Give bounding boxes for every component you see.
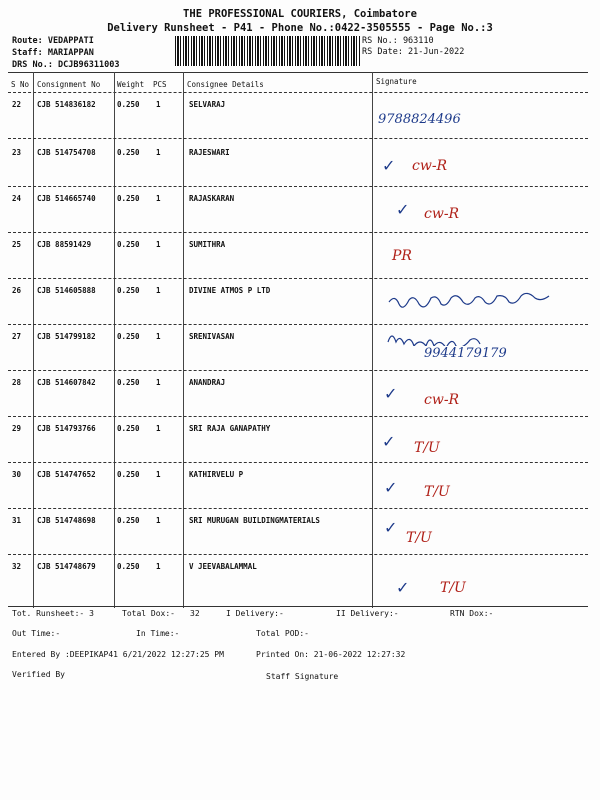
row-consignee: V JEEVABALAMMAL [189,562,257,571]
i-delivery: I Delivery:- [226,609,284,618]
row-sno: 26 [12,286,22,295]
row-divider [8,324,588,325]
total-dox-value: 32 [190,609,200,618]
row-signature: T/U [440,580,466,596]
row-divider [8,138,588,139]
tick-mark-icon: ✓ [384,518,398,537]
row-consignee: ANANDRAJ [189,378,226,387]
row-sno: 29 [12,424,22,433]
row-divider [8,186,588,187]
column-header-signature: Signature [376,77,417,86]
row-weight: 0.250 [117,286,140,295]
column-header-weight: Weight [117,80,145,89]
row-consignee: DIVINE ATMOS P LTD [189,286,271,295]
row-consignee: RAJASKARAN [189,194,235,203]
row-consignment: CJB 514793766 [37,424,96,433]
tick-mark-icon: ✓ [396,200,410,219]
total-pod: Total POD:- [256,629,309,638]
barcode [175,36,360,66]
row-consignment: CJB 514836182 [37,100,96,109]
table-header-divider [8,92,588,93]
row-sno: 28 [12,378,22,387]
row-pcs: 1 [156,562,161,571]
row-weight: 0.250 [117,378,140,387]
row-consignee: SRI MURUGAN BUILDINGMATERIALS [189,516,320,525]
tick-mark-icon: ✓ [396,578,410,597]
row-consignee: SRI RAJA GANAPATHY [189,424,271,433]
staff-signature-label: Staff Signature [266,672,339,681]
row-signature: PR [392,248,412,264]
row-divider [8,232,588,233]
column-divider [114,72,115,608]
tot-runsheet: Tot. Runsheet:- 3 [12,609,94,618]
handwritten-signature [386,290,576,312]
row-consignment: CJB 514748698 [37,516,96,525]
printed-on: Printed On: 21-06-2022 12:27:32 [256,650,406,659]
column-header-consignment: Consignment No [37,80,101,89]
column-divider [33,72,34,608]
row-consignee: SRENIVASAN [189,332,235,341]
row-pcs: 1 [156,148,161,157]
table-top-border [8,72,588,73]
row-weight: 0.250 [117,240,140,249]
drs-number: DRS No.: DCJB96311003 [12,60,120,70]
row-sno: 24 [12,194,22,203]
row-sno: 25 [12,240,22,249]
row-pcs: 1 [156,100,161,109]
row-weight: 0.250 [117,100,140,109]
row-divider [8,370,588,371]
total-dox-label: Total Dox:- [122,609,175,618]
runsheet-title: Delivery Runsheet - P41 - Phone No.:0422-3505555 - Page No.:3 [107,22,493,34]
verified-by: Verified By [12,670,65,679]
row-signature: T/U [406,530,432,546]
out-time: Out Time:- [12,629,61,638]
row-signature: 9944179179 [424,346,507,361]
row-sno: 23 [12,148,22,157]
row-pcs: 1 [156,470,161,479]
row-signature: T/U [414,440,440,456]
tick-mark-icon: ✓ [382,432,396,451]
row-consignment: CJB 514607842 [37,378,96,387]
row-divider [8,554,588,555]
row-consignment: CJB 514748679 [37,562,96,571]
row-weight: 0.250 [117,516,140,525]
row-weight: 0.250 [117,424,140,433]
column-divider [372,72,373,608]
row-signature: 9788824496 [378,112,461,127]
row-pcs: 1 [156,286,161,295]
row-weight: 0.250 [117,562,140,571]
row-consignment: CJB 514747652 [37,470,96,479]
column-header-sno: S No [11,80,30,89]
row-consignee: SELVARAJ [189,100,226,109]
tick-mark-icon: ✓ [384,384,398,403]
in-time: In Time:- [136,629,180,638]
table-bottom-border [8,606,588,607]
route-label: Route: VEDAPPATI [12,36,94,46]
row-divider [8,416,588,417]
row-signature: cw-R [424,206,460,222]
row-weight: 0.250 [117,470,140,479]
row-pcs: 1 [156,240,161,249]
row-sno: 22 [12,100,22,109]
row-signature: T/U [424,484,450,500]
row-weight: 0.250 [117,194,140,203]
row-sno: 27 [12,332,22,341]
company-title: THE PROFESSIONAL COURIERS, Coimbatore [183,8,417,20]
tick-mark-icon: ✓ [384,478,398,497]
row-consignment: CJB 88591429 [37,240,92,249]
rtn-dox: RTN Dox:- [450,609,494,618]
row-signature: cw-R [412,158,448,174]
column-header-consignee: Consignee Details [187,80,264,89]
column-divider [183,72,184,608]
entered-by: Entered By :DEEPIKAP41 6/21/2022 12:27:25 PM [12,650,224,659]
row-pcs: 1 [156,516,161,525]
row-divider [8,278,588,279]
row-divider [8,508,588,509]
rs-date: RS Date: 21-Jun-2022 [362,47,465,57]
row-divider [8,462,588,463]
row-consignee: RAJESWARI [189,148,230,157]
row-sno: 30 [12,470,22,479]
row-weight: 0.250 [117,148,140,157]
row-pcs: 1 [156,194,161,203]
row-sno: 31 [12,516,22,525]
row-consignment: CJB 514665740 [37,194,96,203]
row-weight: 0.250 [117,332,140,341]
row-consignee: KATHIRVELU P [189,470,244,479]
ii-delivery: II Delivery:- [336,609,399,618]
row-consignment: CJB 514799182 [37,332,96,341]
row-pcs: 1 [156,332,161,341]
row-sno: 32 [12,562,22,571]
row-pcs: 1 [156,378,161,387]
staff-label: Staff: MARIAPPAN [12,48,94,58]
row-pcs: 1 [156,424,161,433]
rs-number: RS No.: 963110 [362,36,434,46]
handwritten-signature [386,326,496,346]
row-consignment: CJB 514754708 [37,148,96,157]
tick-mark-icon: ✓ [382,156,396,175]
column-header-pcs: PCS [153,80,167,89]
row-consignment: CJB 514605888 [37,286,96,295]
row-consignee: SUMITHRA [189,240,226,249]
row-signature: cw-R [424,392,460,408]
